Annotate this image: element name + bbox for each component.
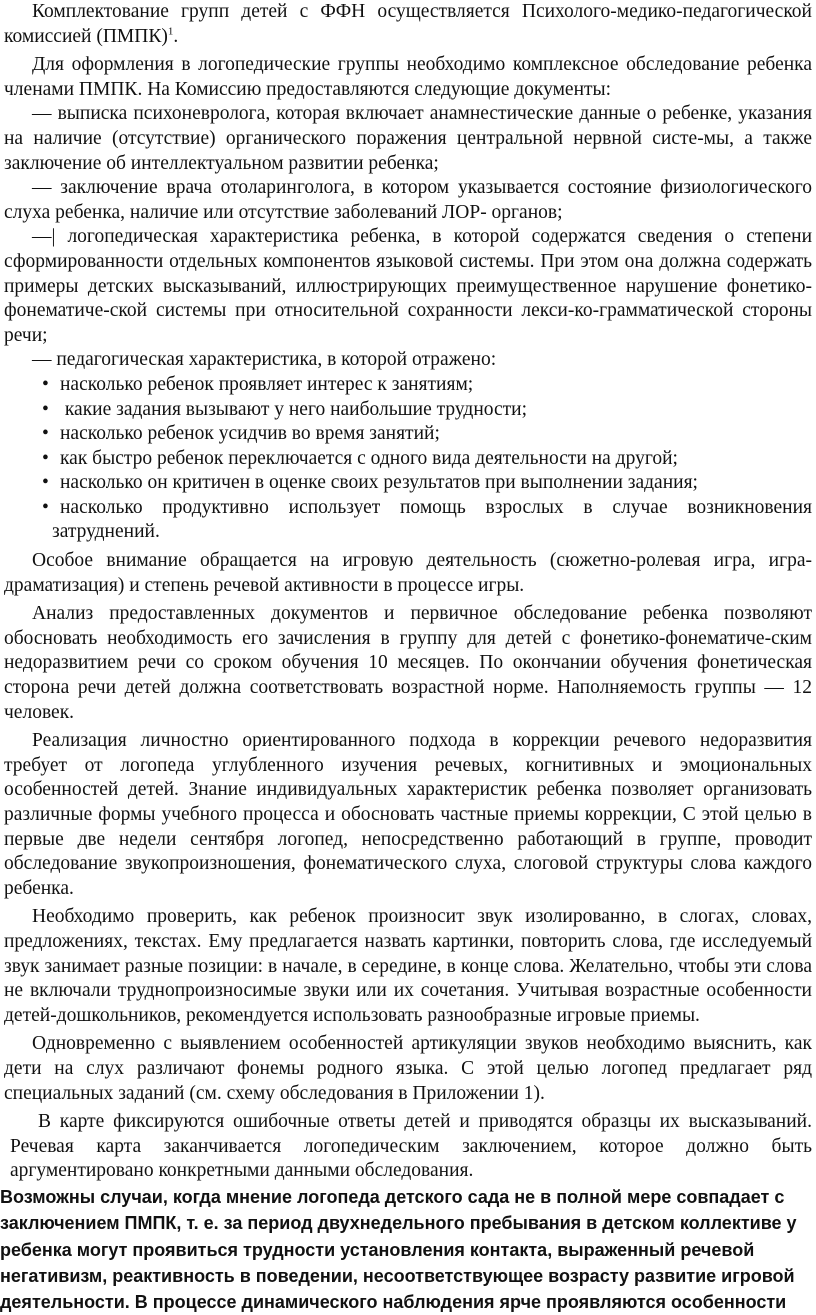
bullet-text: насколько продуктивно использует помощь взрослых в случае возникновения затруднений.	[52, 496, 812, 543]
paragraph-staffing	[4, 0, 812, 49]
paragraph-realization: Реализация личностно ориентированного подхода в коррекции речевого недоразвития требует от логопеда углубленного изучения речевых, когнитивных и эмоциональных особенностей детей. Знание индивидуальных характеристик ребенка позволяет организовать различные формы учебного процесса и обосновать частные приемы коррекции, С этой целью в первые две недели сентября логопед, непосредственно работающий в группе, проводит обследование звукопроизношения, фонематического слуха, слоговой структуры слова каждого ребенка.	[4, 730, 812, 899]
bullet-symbol: •	[42, 447, 49, 469]
bullet-text: насколько он критичен в оценке своих результатов при выполнении задания;	[60, 472, 698, 494]
footnote-marker: 1	[167, 25, 174, 38]
bullet-symbol: •	[42, 398, 49, 420]
bullet-text: как быстро ребенок переключается с одного вида деятельности на другой;	[60, 447, 678, 469]
bullet-item	[4, 398, 812, 423]
bullet-text: какие задания вызывают у него наибольшие трудности;	[60, 398, 528, 420]
paragraph-phoneme-hearing: Одновременно с выявлением особенностей артикуляции звуков необходимо выяснить, как дети на слух различают фонемы родного языка. С этой целью логопед предлагает ряд специальных заданий (см. схему обследования в Приложении 1).	[4, 1033, 812, 1104]
paragraph-staffing-text: Комплектование групп детей с ФФН осуществляется Психолого-медико-педагогической комиссией (ПМПК)	[4, 1, 812, 47]
paragraph-possible-cases: Возможны случаи, когда мнение логопеда детского сада не в полной мере совпадает с заключением ПМПК, т. е. за период двухнедельного пребывания в детском коллективе у ребенка могут проявиться трудности установления контакта, выраженный речевой негативизм, реактивность в поведении, несоответствующее возрасту развитие игровой деятельности. В процессе динамического наблюдения ярче проявляются особенности	[0, 1186, 797, 1313]
paragraph-staffing-end: .	[173, 25, 179, 47]
bullet-symbol: •	[42, 472, 49, 494]
document-item-pedagogical: — педагогическая характеристика, в которой отражено:	[32, 349, 497, 371]
bullet-symbol: •	[42, 496, 49, 518]
bullet-symbol: •	[42, 423, 49, 445]
document-item-speech-therapy: —| логопедическая характеристика ребенка, в которой содержатся сведения о степени сформированности отдельных компонентов языковой системы. При этом она должна содержать примеры детских высказываний, иллюстрирующих преимущественное нарушение фонетико-фонематиче-ской системы при относительной сохранности лекси-ко-грамматической стороны речи;	[4, 226, 812, 346]
paragraph-play-activity: Особое внимание обращается на игровую деятельность (сюжетно-ролевая игра, игра-драматизация) и степень речевой активности в процессе игры.	[4, 550, 812, 596]
paragraph-speech-card: В карте фиксируются ошибочные ответы детей и приводятся образцы их высказываний. Речевая карта заканчивается логопедическим заключением, которое должно быть аргументировано конкретными данными обследования.	[10, 1111, 812, 1182]
bullet-text: насколько ребенок усидчив во время занятий;	[60, 423, 440, 445]
bullet-item	[4, 471, 812, 496]
paragraph-sound-check: Необходимо проверить, как ребенок произносит звук изолированно, в слогах, словах, предложениях, текстах. Ему предлагается назвать картинки, повторить слова, где исследуемый звук занимает разные позиции: в начале, в середине, в конце слова. Желательно, чтобы эти слова не включали труднопроизносимые звуки или их сочетания. Учитывая возрастные особенности детей-дошкольников, рекомендуется использовать разнообразные игровые приемы.	[4, 906, 812, 1026]
bullet-item	[4, 422, 812, 447]
bullet-item	[4, 373, 812, 398]
document-item-otolaryngologist: — заключение врача отоларинголога, в котором указывается состояние физиологического слуха ребенка, наличие или отсутствие заболеваний ЛОР- органов;	[4, 177, 812, 223]
bullet-text: насколько ребенок проявляет интерес к занятиям;	[60, 373, 474, 395]
bullet-item	[4, 447, 812, 472]
document-item-neurologist: — выписка психоневролога, которая включает анамнестические данные о ребенке, указания на наличие (отсутствие) органического поражения центральной нервной систе-мы, а также заключение об интеллектуальном развитии ребенка;	[4, 103, 812, 174]
paragraph-documents-intro: Для оформления в логопедические группы необходимо комплексное обследование ребенка членами ПМПК. На Комиссию предоставляются следующие документы:	[4, 54, 812, 100]
bullet-item	[4, 496, 812, 545]
bullet-symbol: •	[42, 373, 49, 395]
paragraph-analysis: Анализ предоставленных документов и первичное обследование ребенка позволяют обосновать необходимость его зачисления в группу для детей с фонетико-фонематиче-ским недоразвитием речи со сроком обучения 10 месяцев. По окончании обучения фонетическая сторона речи детей должна соответствовать возрастной норме. Наполняемость группы — 12 человек.	[4, 603, 812, 723]
